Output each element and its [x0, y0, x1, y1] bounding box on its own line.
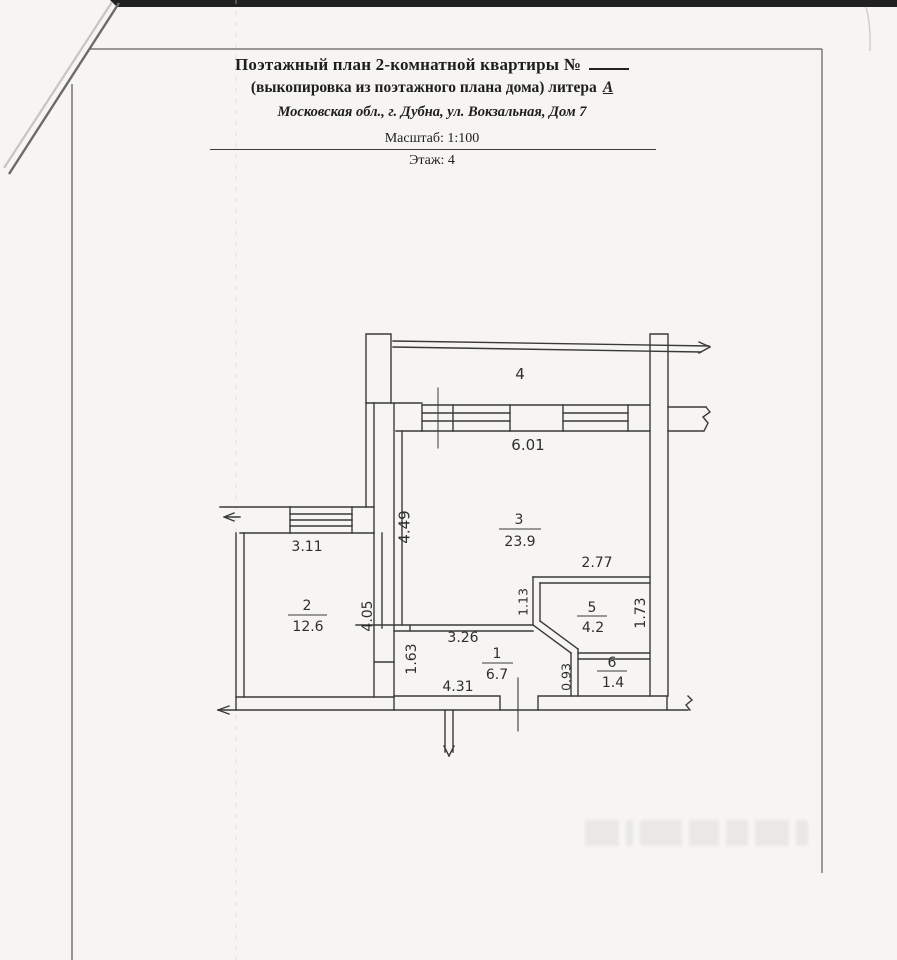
- room5-north-wall: [533, 577, 650, 583]
- east-wall-extension: [668, 407, 706, 431]
- room3-area: 23.9: [504, 534, 536, 550]
- hall-south-wall-with-door: [394, 696, 667, 710]
- dim-room5-left-depth: 1.13: [515, 588, 531, 616]
- room6-number: 6: [607, 655, 617, 671]
- pillar-left: [366, 334, 391, 403]
- dim-hall-left-depth: 1.63: [403, 643, 420, 675]
- dim-wc-depth: 0.93: [558, 663, 574, 691]
- plan-labels: [291, 365, 648, 695]
- room1-number: 1: [492, 646, 502, 662]
- page-right-edge-curl: [866, 7, 870, 51]
- room5-area: 4.2: [581, 620, 605, 636]
- east-wall: [650, 334, 668, 696]
- room5-west-wall: [533, 577, 540, 625]
- litera-value: А: [602, 79, 614, 96]
- wall-continuation-arrow-left-upper: [224, 513, 240, 521]
- dim-room2-window-width: 3.11: [291, 539, 323, 555]
- dim-room3-depth: 4.49: [395, 510, 414, 544]
- wall-break-mark-bottom: [686, 696, 692, 710]
- room3-window-jambs: [422, 405, 628, 431]
- balcony-railing: [393, 341, 709, 352]
- dim-room2-depth: 4.05: [359, 600, 376, 632]
- document-title-text: Поэтажный план 2-комнатной квартиры №: [235, 55, 581, 74]
- page-corner-fold-shadow: [4, 2, 112, 168]
- west-upper-wall: [366, 403, 374, 533]
- page-top-edge: [110, 0, 897, 7]
- room1-area: 6.7: [485, 667, 509, 683]
- railing-continuation-arrow: [699, 342, 710, 353]
- room2-south-wall: [236, 697, 394, 710]
- room2-west-wall: [236, 533, 244, 697]
- balcony-number: 4: [515, 365, 525, 383]
- entrance-direction-arrow: [444, 710, 454, 756]
- room2-number: 2: [302, 598, 312, 614]
- room5-diagonal-wall: [533, 621, 578, 653]
- room3-west-wall: [394, 404, 402, 696]
- page-frame: [4, 0, 897, 960]
- room3-number: 3: [514, 512, 524, 528]
- dim-hall-width: 4.31: [442, 679, 474, 695]
- address-line: Московская обл., г. Дубна, ул. Вокзальная, Дом 7: [277, 104, 587, 120]
- dim-balcony-width: 6.01: [511, 436, 545, 454]
- dim-hall-upper-width: 3.26: [447, 630, 479, 646]
- scale-line: Масштаб: 1:100: [384, 131, 480, 146]
- wall-break-mark-right: [703, 407, 710, 431]
- document-subtitle-text: (выкопировка из поэтажного плана дома) литера: [250, 79, 597, 96]
- dim-room5-width: 2.77: [581, 555, 613, 571]
- room3-window-wall: [366, 403, 650, 431]
- room5-number: 5: [587, 600, 597, 616]
- page-corner-fold: [9, 3, 119, 174]
- floor-line: Этаж: 4: [409, 153, 455, 168]
- room2-window-glass-lines: [290, 514, 352, 526]
- room-label-fraction-lines: [288, 529, 627, 671]
- room2-area: 12.6: [292, 619, 324, 635]
- dim-room5-right-depth: 1.73: [632, 597, 649, 629]
- room6-area: 1.4: [601, 675, 625, 691]
